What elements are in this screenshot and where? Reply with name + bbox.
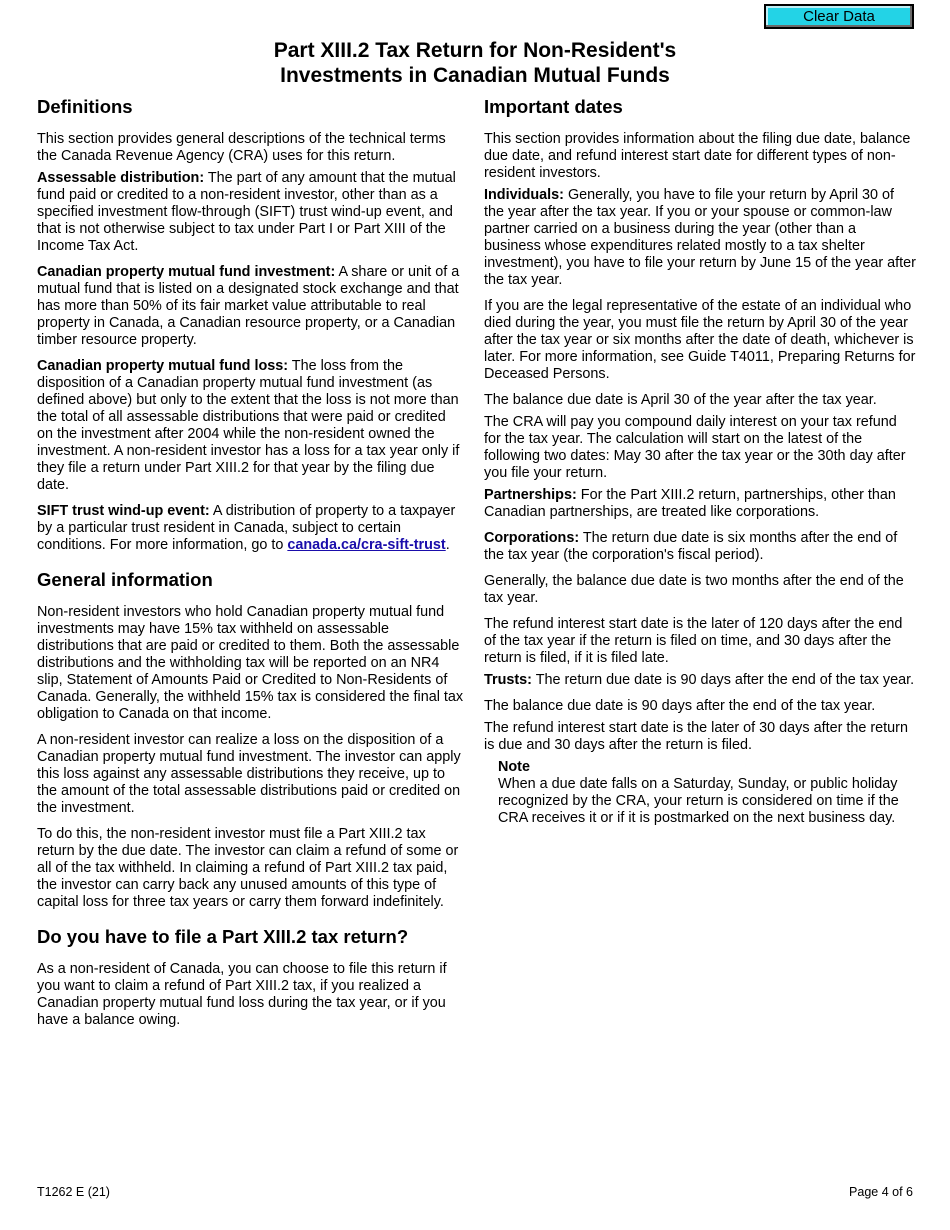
dates-text: The return due date is 90 days after the end of the tax year. [531, 672, 915, 688]
note-title: Note [498, 759, 530, 775]
general-information-heading: General information [37, 569, 213, 590]
file-return-section [37, 926, 465, 1029]
clear-data-button[interactable]: Clear Data [764, 4, 914, 29]
definition-term: Assessable distribution: [37, 170, 205, 186]
general-paragraph-2: A non-resident investor can realize a loss on the disposition of a Canadian property mutual fund investment. The investor can apply this loss against any assessable distributions they receive, up to the amount of the total assessable distributions paid or credited on the investment. [37, 732, 461, 816]
dates-term: Trusts: [484, 672, 532, 688]
definitions-heading: Definitions [37, 96, 133, 117]
definition-cpmf-loss [37, 358, 465, 494]
dates-text: For the Part XIII.2 return, partnerships, other than Canadian partnerships, are treated like corporations. [484, 487, 896, 520]
definition-text: A distribution of property to a taxpayer by a particular trust resident in Canada, subject to certain conditions. For more information, go to [37, 503, 456, 553]
definition-sift-wind-up [37, 503, 465, 554]
note-box [498, 759, 916, 827]
definitions-section [37, 96, 465, 554]
important-dates-section [484, 96, 916, 827]
form-identifier: T1262 E (21) [37, 1185, 110, 1199]
dates-interest-trusts: The refund interest start date is the later of 30 days after the return is due and 30 days after the return is filed. [484, 720, 908, 753]
dates-estate: If you are the legal representative of the estate of an individual who died during the year, you must file the return by April 30 of the year after the tax year or six months after the date of death, whichever is later. For more information, see Guide T4011, Preparing Returns for Deceased Persons. [484, 298, 916, 382]
definition-text: A share or unit of a mutual fund that is listed on a designated stock exchange and that has more than 50% of its fair market value attributable to real property in Canada, a Canadian resource property, or a Canadian timber resource property. [37, 264, 460, 348]
page-number: Page 4 of 6 [849, 1185, 913, 1199]
dates-text: The return due date is six months after the end of the tax year (the corporation's fiscal period). [484, 530, 898, 563]
definition-cpmf-investment [37, 264, 465, 349]
dates-interest-individuals: The CRA will pay you compound daily interest on your tax refund for the tax year. The calculation will start on the latest of the following two dates: May 30 after the tax year or the 30th day after you file your return. [484, 414, 906, 481]
left-column [37, 96, 465, 1038]
dates-balance-corporations: Generally, the balance due date is two months after the end of the tax year. [484, 573, 904, 606]
title-line-1: Part XIII.2 Tax Return for Non-Resident's [273, 39, 677, 62]
file-return-heading: Do you have to file a Part XIII.2 tax return? [37, 926, 409, 947]
dates-text: Generally, you have to file your return by April 30 of the year after the tax year. If you or your spouse or common-law partner carried on a business during the year (other than a business whose expenditures related mostly to a tax shelter investment), you have to file your return by June 15 of the year after the tax year. [484, 187, 916, 288]
page-title [0, 38, 950, 88]
definition-term: Canadian property mutual fund investment: [37, 264, 336, 280]
general-information-section [37, 569, 465, 911]
definition-term: Canadian property mutual fund loss: [37, 358, 289, 374]
dates-corporations [484, 530, 916, 564]
dates-balance-trusts: The balance due date is 90 days after the end of the tax year. [484, 698, 876, 714]
dates-intro: This section provides information about the filing due date, balance due date, and refund interest start date for different types of non-resident investors. [484, 131, 911, 181]
dates-term: Corporations: [484, 530, 580, 546]
general-paragraph-1: Non-resident investors who hold Canadian property mutual fund investments may have 15% tax withheld on assessable distributions that are paid or credited to them. Both the assessable distributions and the withholding tax will be reported on an NR4 slip, Statement of Amounts Paid or Credited to Non-Residents of Canada. Generally, the withheld 15% tax is considered the final tax obligation to Canada on that income. [37, 604, 464, 722]
note-text: When a due date falls on a Saturday, Sunday, or public holiday recognized by the CRA, your return is considered on time if the CRA receives it or if it is postmarked on the next business day. [498, 776, 899, 826]
title-line-2: Investments in Canadian Mutual Funds [280, 64, 670, 87]
dates-partnerships [484, 487, 916, 521]
definition-assessable-distribution [37, 170, 465, 255]
file-return-paragraph: As a non-resident of Canada, you can choose to file this return if you want to claim a refund of Part XIII.2 tax, if you realized a Canadian property mutual fund loss during the tax year, or if you have a balance owing. [37, 961, 447, 1028]
dates-trusts [484, 672, 916, 689]
definition-text: The loss from the disposition of a Canadian property mutual fund investment (as defined above) but only to the extent that the loss is not more than the total of all assessable distributions that were paid or credited on the investment after 2004 while the non-resident owned the investment. A non-resident investor has a loss for a tax year only if they file a return under Part XIII.2 for that year by the filing due date. [37, 358, 460, 493]
dates-term: Partnerships: [484, 487, 577, 503]
right-column [484, 96, 916, 836]
sift-trust-link[interactable]: canada.ca/cra-sift-trust [287, 537, 446, 553]
dates-balance-individuals: The balance due date is April 30 of the year after the tax year. [484, 392, 877, 408]
dates-individuals [484, 187, 916, 289]
definitions-intro: This section provides general descriptions of the technical terms the Canada Revenue Agency (CRA) uses for this return. [37, 131, 446, 164]
definition-text: The part of any amount that the mutual fund paid or credited to a non-resident investor, other than as a specified investment flow-through (SIFT) trust wind-up event, and that is not otherwise subject to tax under Part I or Part XIII of the Income Tax Act. [37, 170, 456, 254]
general-paragraph-3: To do this, the non-resident investor must file a Part XIII.2 tax return by the due date. The investor can claim a refund of some or all of the tax withheld. In claiming a refund of Part XIII.2 tax paid, the investor can carry back any unused amounts of this type of capital loss for three tax years or carry them forward indefinitely. [37, 826, 459, 910]
definition-term: SIFT trust wind-up event: [37, 503, 210, 519]
important-dates-heading: Important dates [484, 96, 623, 117]
dates-interest-corporations: The refund interest start date is the later of 120 days after the end of the tax year if the return is filed on time, and 30 days after the return is filed, if it is filed late. [484, 616, 903, 666]
dates-term: Individuals: [484, 187, 564, 203]
definition-end: . [445, 537, 450, 553]
